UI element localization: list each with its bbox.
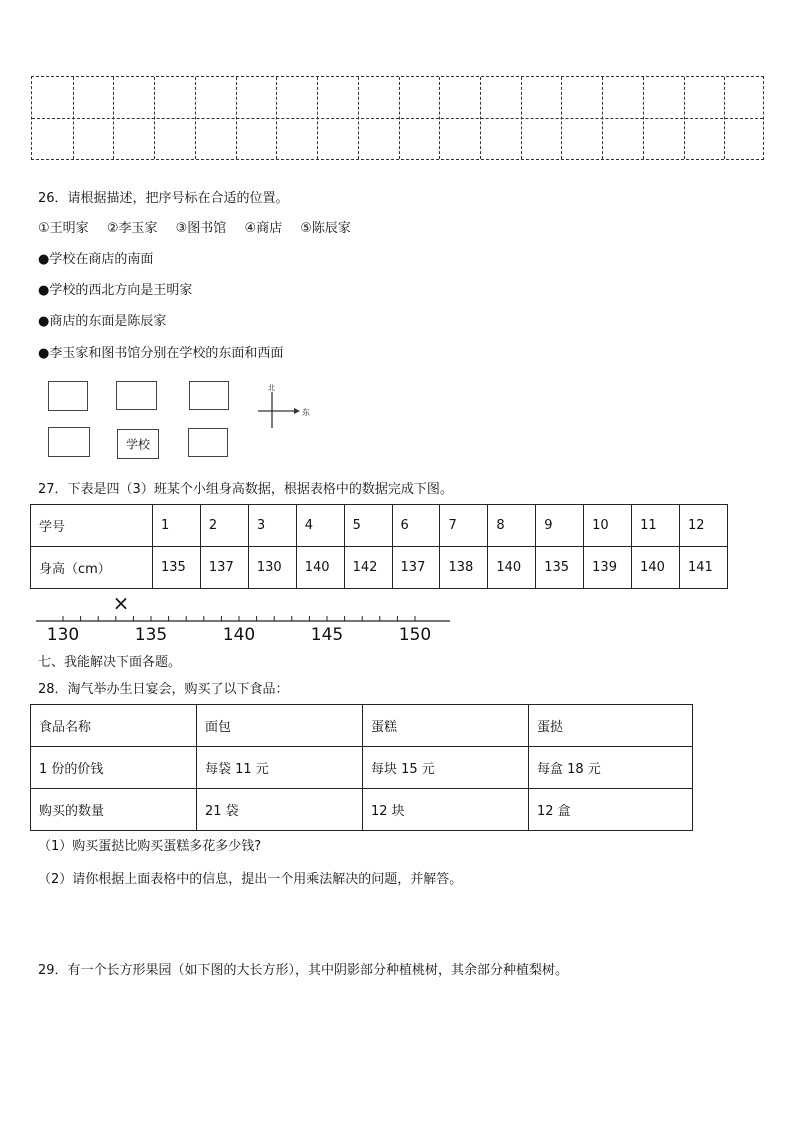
table-cell: 每盒 18 元	[529, 747, 693, 789]
table-cell: 142	[344, 547, 392, 589]
axis-tick-label: 135	[134, 625, 168, 645]
grid-col-divider	[684, 77, 685, 159]
table-cell: 3	[248, 505, 296, 547]
table-cell: 137	[200, 547, 248, 589]
grid-col-divider	[399, 77, 400, 159]
table-cell: 140	[488, 547, 536, 589]
row-header: 身高（cm）	[31, 547, 153, 589]
grid-col-divider	[317, 77, 318, 159]
map-box-northeast[interactable]	[189, 381, 229, 410]
place-name: 李玉家	[118, 221, 158, 236]
table-cell: 购买的数量	[31, 789, 197, 831]
table-cell: 140	[296, 547, 344, 589]
table-row	[31, 747, 693, 789]
table-row	[31, 705, 693, 747]
row-header: 学号	[31, 505, 153, 547]
place-num: ①	[38, 221, 50, 236]
table-cell: 5	[344, 505, 392, 547]
axis-tick-label: 145	[310, 625, 344, 645]
q26-place-list	[38, 221, 351, 237]
map-box-north[interactable]	[116, 381, 157, 410]
food-table	[30, 704, 693, 831]
table-cell: 12 盒	[529, 789, 693, 831]
q26-clue: ●学校的西北方向是王明家	[38, 283, 193, 298]
grid-col-divider	[643, 77, 644, 159]
place-num: ②	[106, 221, 119, 236]
place-name: 图书馆	[187, 221, 227, 236]
axis-tick-label: 140	[222, 625, 256, 645]
axis-tick-label: 150	[398, 625, 432, 645]
q26-clue: ●商店的东面是陈辰家	[38, 314, 167, 329]
place-name: 商店	[256, 221, 283, 236]
table-cell: 10	[584, 505, 632, 547]
table-cell: 1	[153, 505, 201, 547]
table-cell: 139	[584, 547, 632, 589]
grid-col-divider	[724, 77, 725, 159]
table-cell: 面包	[197, 705, 363, 747]
q28-subquestion-2: （2）请你根据上面表格中的信息，提出一个用乘法解决的问题，并解答。	[38, 872, 463, 887]
table-cell: 每袋 11 元	[197, 747, 363, 789]
compass-north-label: 北	[268, 384, 275, 392]
table-row	[31, 505, 728, 547]
map-box-school	[117, 429, 159, 459]
grid-col-divider	[602, 77, 603, 159]
grid-col-divider	[154, 77, 155, 159]
grid-col-divider	[439, 77, 440, 159]
q26-title: 26．请根据描述，把序号标在合适的位置。	[38, 191, 289, 206]
table-cell: 138	[440, 547, 488, 589]
table-cell: 蛋挞	[529, 705, 693, 747]
table-cell: 137	[392, 547, 440, 589]
table-cell: 130	[248, 547, 296, 589]
axis-tick-label: 130	[46, 625, 80, 645]
table-cell: 140	[632, 547, 680, 589]
table-cell: 7	[440, 505, 488, 547]
grid-col-divider	[480, 77, 481, 159]
map-box-east[interactable]	[188, 428, 228, 457]
place-num: ④	[244, 221, 257, 236]
answer-writing-grid[interactable]	[31, 76, 764, 160]
place-name: 陈辰家	[311, 221, 351, 236]
table-cell: 6	[392, 505, 440, 547]
grid-row-divider	[32, 118, 763, 119]
table-cell: 蛋糕	[363, 705, 529, 747]
q26-clue: ●李玉家和图书馆分别在学校的东面和西面	[38, 346, 284, 361]
compass-east-label: 东	[302, 408, 310, 417]
place-num: ⑤	[300, 221, 312, 236]
map-box-west[interactable]	[48, 427, 90, 457]
grid-col-divider	[276, 77, 277, 159]
grid-col-divider	[358, 77, 359, 159]
table-cell: 食品名称	[31, 705, 197, 747]
grid-col-divider	[73, 77, 74, 159]
table-cell: 每块 15 元	[363, 747, 529, 789]
table-cell: 12 块	[363, 789, 529, 831]
table-cell: 141	[679, 547, 727, 589]
q26-clue: ●学校在商店的南面	[38, 252, 154, 267]
grid-col-divider	[236, 77, 237, 159]
table-cell: 1 份的价钱	[31, 747, 197, 789]
table-cell: 8	[488, 505, 536, 547]
table-cell: 21 袋	[197, 789, 363, 831]
table-cell: 2	[200, 505, 248, 547]
school-label: 学校	[125, 437, 150, 452]
table-cell: 12	[679, 505, 727, 547]
grid-col-divider	[521, 77, 522, 159]
q28-title: 28．淘气举办生日宴会，购买了以下食品：	[38, 682, 289, 697]
grid-col-divider	[113, 77, 114, 159]
height-data-table	[30, 504, 728, 589]
q29-title: 29．有一个长方形果园（如下图的大长方形），其中阴影部分种植桃树，其余部分种植梨树。	[38, 963, 569, 978]
table-cell: 4	[296, 505, 344, 547]
table-cell: 135	[153, 547, 201, 589]
table-cell: 11	[632, 505, 680, 547]
table-cell: 9	[536, 505, 584, 547]
q28-subquestion-1: （1）购买蛋挞比购买蛋糕多花多少钱?	[38, 839, 262, 854]
section-7-title: 七、我能解决下面各题。	[38, 655, 182, 670]
place-num: ③	[175, 221, 188, 236]
height-mark: ×	[112, 591, 130, 615]
grid-col-divider	[561, 77, 562, 159]
table-row	[31, 789, 693, 831]
table-row	[31, 547, 728, 589]
q27-title: 27．下表是四（3）班某个小组身高数据，根据表格中的数据完成下图。	[38, 482, 453, 497]
table-cell: 135	[536, 547, 584, 589]
place-name: 王明家	[49, 221, 89, 236]
grid-col-divider	[195, 77, 196, 159]
map-box-northwest[interactable]	[48, 381, 88, 411]
height-number-line[interactable]	[30, 596, 460, 626]
